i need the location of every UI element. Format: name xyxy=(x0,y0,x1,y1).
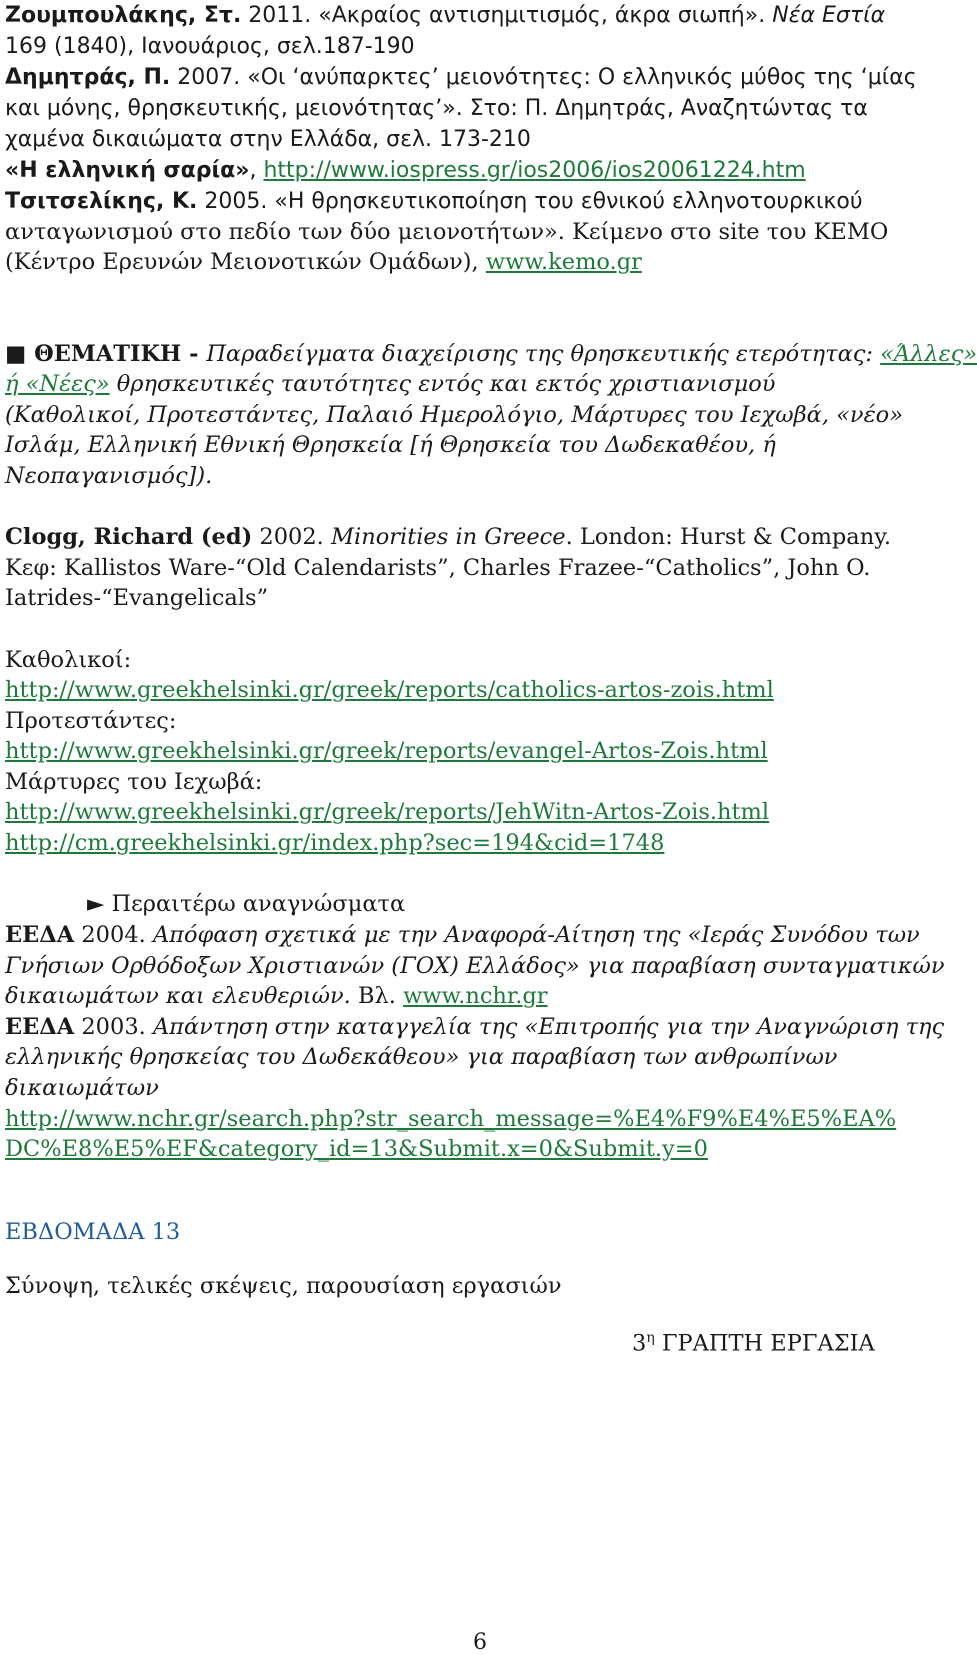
thematic-text: Παραδείγματα διαχείρισης της θρησκευτικής ετερότητας: xyxy=(206,341,881,367)
assignment-text: ΓΡΑΠΤΗ ΕΡΓΑΣΙΑ xyxy=(654,1330,875,1357)
cm-greekhelsinki-link[interactable]: http://cm.greekhelsinki.gr/index.php?sec=194&cid=1748 xyxy=(5,830,665,856)
thematic-line4: Ισλάμ, Ελληνική Εθνική Θρησκεία [ή Θρησκεία του Δωδεκαθέου, ή xyxy=(5,432,776,458)
ordinal-suffix: η xyxy=(646,1330,655,1346)
see-also: Βλ. xyxy=(350,983,404,1009)
ref-text: 2007. «Οι ‘ανύπαρκτες’ μειονότητες: Ο ελληνικός μύθος της ‘μίας xyxy=(170,65,917,90)
jehovah-link[interactable]: http://www.greekhelsinki.gr/greek/reports/JehWitn-Artos-Zois.html xyxy=(5,799,770,825)
nchr-search-link-part1[interactable]: http://www.nchr.gr/search.php?str_search_message=%E4%F9%E4%E5%EA% xyxy=(5,1106,897,1132)
protestants-link[interactable]: http://www.greekhelsinki.gr/greek/reports/evangel-Artos-Zois.html xyxy=(5,738,768,764)
catholics-link[interactable]: http://www.greekhelsinki.gr/greek/reports/catholics-artos-zois.html xyxy=(5,677,774,703)
ref-book-title: Minorities in Greece xyxy=(330,524,566,550)
nchr-link[interactable]: www.nchr.gr xyxy=(403,983,548,1009)
heading-text: Περαιτέρω αναγνώσματα xyxy=(104,891,406,917)
ref-text: 2005. «Η θρησκευτικοποίηση του εθνικού ελληνοτουρκικού xyxy=(197,189,863,214)
ref-eeda2004-line3 xyxy=(5,980,548,1012)
iospress-link[interactable]: http://www.iospress.gr/ios2006/ios20061224.htm xyxy=(263,158,806,183)
kemo-link[interactable]: www.kemo.gr xyxy=(485,249,642,275)
bullet-icon: ■ xyxy=(5,341,27,367)
ref-text: (Κέντρο Ερευνών Μειονοτικών Ομάδων), xyxy=(5,249,486,275)
protestants-label: Προτεστάντες: xyxy=(5,708,177,734)
ref-title: Απόφαση σχετικά με την Αναφορά-Αίτηση της «Ιεράς Συνόδου των xyxy=(152,922,920,948)
further-reading-heading xyxy=(87,888,405,920)
ref-eeda2004-line2: Γνήσιων Ορθόδοξων Χριστιανών (ΓΟΧ) Ελλάδος» για παραβίαση συνταγματικών xyxy=(5,953,945,979)
nchr-search-link-part2[interactable]: DC%E8%E5%EF&category_id=13&Submit.x=0&Submit.y=0 xyxy=(5,1136,708,1162)
arrow-right-icon: ► xyxy=(87,891,105,917)
ref-title: «Η ελληνική σαρία» xyxy=(5,158,250,183)
thematic-label: ΘΕΜΑΤΙΚΗ - xyxy=(26,341,207,367)
ref-author: Clogg, Richard (ed) xyxy=(5,524,253,550)
week-summary: Σύνοψη, τελικές σκέψεις, παρουσίαση εργασιών xyxy=(5,1273,562,1299)
ref-year: 2004. xyxy=(74,922,153,948)
thematic-line3: (Καθολικοί, Προτεστάντες, Παλαιό Ημερολόγιο, Μάρτυρες του Ιεχωβά, «νέο» xyxy=(5,402,903,428)
ref-author: Τσιτσελίκης, Κ. xyxy=(5,189,198,214)
ref-dimitras-line1 xyxy=(5,62,917,94)
jehovah-label: Μάρτυρες του Ιεχωβά: xyxy=(5,769,263,795)
new-religions-link[interactable]: ή «Νέες» xyxy=(5,371,110,397)
ref-eeda2004-line1 xyxy=(5,919,920,951)
ref-eeda2003-line3: δικαιωμάτων xyxy=(5,1075,159,1101)
thematic-text: θρησκευτικές ταυτότητες εντός και εκτός χριστιανισμού xyxy=(109,371,776,397)
ref-author: ΕΕΔΑ xyxy=(5,922,75,948)
page-number: 6 xyxy=(473,1630,487,1655)
week-heading: ΕΒΔΟΜΑΔΑ 13 xyxy=(5,1219,181,1245)
ref-sharia xyxy=(5,155,806,187)
ref-author: ΕΕΔΑ xyxy=(5,1014,75,1040)
catholics-label: Καθολικοί: xyxy=(5,647,132,673)
thematic-line2 xyxy=(5,368,775,400)
ref-zoumpoulakis-line1 xyxy=(5,0,885,32)
ref-clogg-line3: Iatrides-“Evangelicals” xyxy=(5,585,269,611)
ref-zoumpoulakis-line2: 169 (1840), Ιανουάριος, σελ.187-190 xyxy=(5,34,415,59)
assignment-heading xyxy=(632,1322,875,1360)
ref-clogg-line1 xyxy=(5,521,891,553)
thematic-line5: Νεοπαγανισμός]). xyxy=(5,463,213,489)
ref-author: Ζουμπουλάκης, Στ. xyxy=(5,3,242,28)
ref-dimitras-line2: και μόνης, θρησκευτικής, μειονότητας’». Στο: Π. Δημητράς, Αναζητώντας τα xyxy=(5,96,868,121)
ref-title: δικαιωμάτων και ελευθεριών. xyxy=(5,983,351,1009)
ref-author: Δημητράς, Π. xyxy=(5,65,171,90)
separator: , xyxy=(249,158,264,183)
ref-journal: Νέα Εστία xyxy=(772,3,886,28)
assignment-number: 3 xyxy=(632,1330,647,1357)
ref-year: 2003. xyxy=(74,1014,153,1040)
other-religions-link[interactable]: «Άλλες» xyxy=(880,341,977,367)
ref-tsitselikis-line3 xyxy=(5,246,642,278)
ref-clogg-line2: Κεφ: Kallistos Ware-“Old Calendarists”, Charles Frazee-“Catholics”, John O. xyxy=(5,555,871,581)
ref-tsitselikis-line2: ανταγωνισμού στο πεδίο των δύο μειονοτήτων». Κείμενο στο site του ΚΕΜΟ xyxy=(5,219,889,245)
ref-tsitselikis-line1 xyxy=(5,186,863,218)
ref-eeda2003-line2: ελληνικής θρησκείας του Δωδεκάθεου» για παραβίαση των ανθρωπίνων xyxy=(5,1044,838,1070)
ref-year: 2002. xyxy=(252,524,331,550)
ref-text: 2011. «Ακραίος αντισημιτισμός, άκρα σιωπή». xyxy=(241,3,773,28)
thematic-line1 xyxy=(5,338,977,370)
ref-eeda2003-line1 xyxy=(5,1011,944,1043)
ref-publisher: . London: Hurst & Company. xyxy=(565,524,892,550)
ref-dimitras-line3: χαμένα δικαιώματα στην Ελλάδα, σελ. 173-210 xyxy=(5,127,531,152)
ref-title: Απάντηση στην καταγγελία της «Επιτροπής για την Αναγνώριση της xyxy=(152,1014,945,1040)
